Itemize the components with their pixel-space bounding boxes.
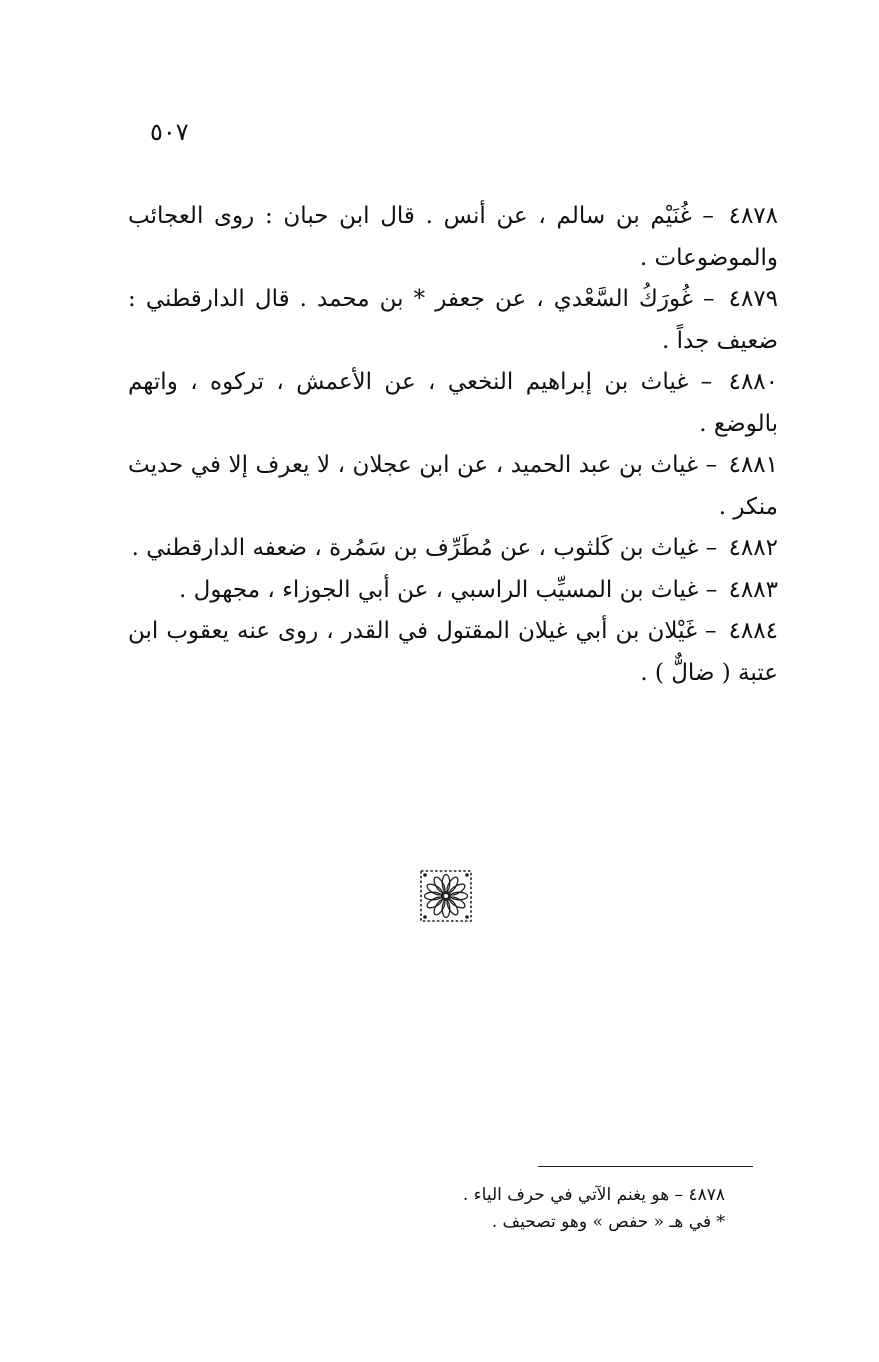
ornament-graphic: [418, 868, 474, 924]
entry-text: – غياث بن إبراهيم النخعي ، عن الأعمش ، تركوه ، واتهم بالوضع .: [128, 369, 778, 437]
page-number: ٥٠٧: [150, 118, 189, 146]
entry-number: ٤٨٧٨: [728, 203, 779, 229]
entry-text: – غَيْلان بن أبي غيلان المقتول في القدر ، روى عنه يعقوب ابن عتبة ( ضالٌّ ) .: [128, 618, 778, 686]
footnotes: [380, 1182, 725, 1236]
entry-number: ٤٨٨١: [728, 452, 779, 478]
entry-4879: [128, 279, 778, 362]
entry-number: ٤٨٨٢: [728, 535, 778, 561]
entry-4884: [128, 611, 778, 694]
entry-text: – غُورَكُ السَّعْدي ، عن جعفر * بن محمد . قال الدارقطني : ضعيف جداً .: [128, 286, 778, 354]
entry-text: – غياث بن المسيِّب الراسبي ، عن أبي الجوزاء ، مجهول .: [179, 576, 718, 603]
entry-number: ٤٨٧٩: [728, 286, 779, 312]
footnote-asterisk: * في هـ « حفص » وهو تصحيف .: [491, 1212, 725, 1232]
entry-4883: [128, 570, 778, 612]
floral-rosette-icon: [418, 868, 474, 924]
entry-4882: [128, 528, 778, 570]
entry-text: – غياث بن عبد الحميد ، عن ابن عجلان ، لا يعرف إلا في حديث منكر .: [128, 452, 778, 520]
entry-number: ٤٨٨٣: [728, 576, 778, 603]
entry-4878: [128, 196, 778, 279]
entry-text: – غُنَيْم بن سالم ، عن أنس . قال ابن حبان : روى العجائب والموضوعات .: [128, 203, 778, 271]
entry-number: ٤٨٨٤: [728, 618, 778, 644]
footnote-divider: [538, 1166, 753, 1167]
entry-4880: [128, 362, 778, 445]
entry-number: ٤٨٨٠: [728, 369, 779, 395]
footnote-4878: ٤٨٧٨ – هو يغنم الآتي في حرف الياء .: [462, 1185, 725, 1205]
entry-text: – غياث بن كَلثوب ، عن مُطَرِّف بن سَمُرة ، ضعفه الدارقطني .: [131, 535, 718, 561]
entries-list: [128, 196, 778, 694]
entry-4881: [128, 445, 778, 528]
